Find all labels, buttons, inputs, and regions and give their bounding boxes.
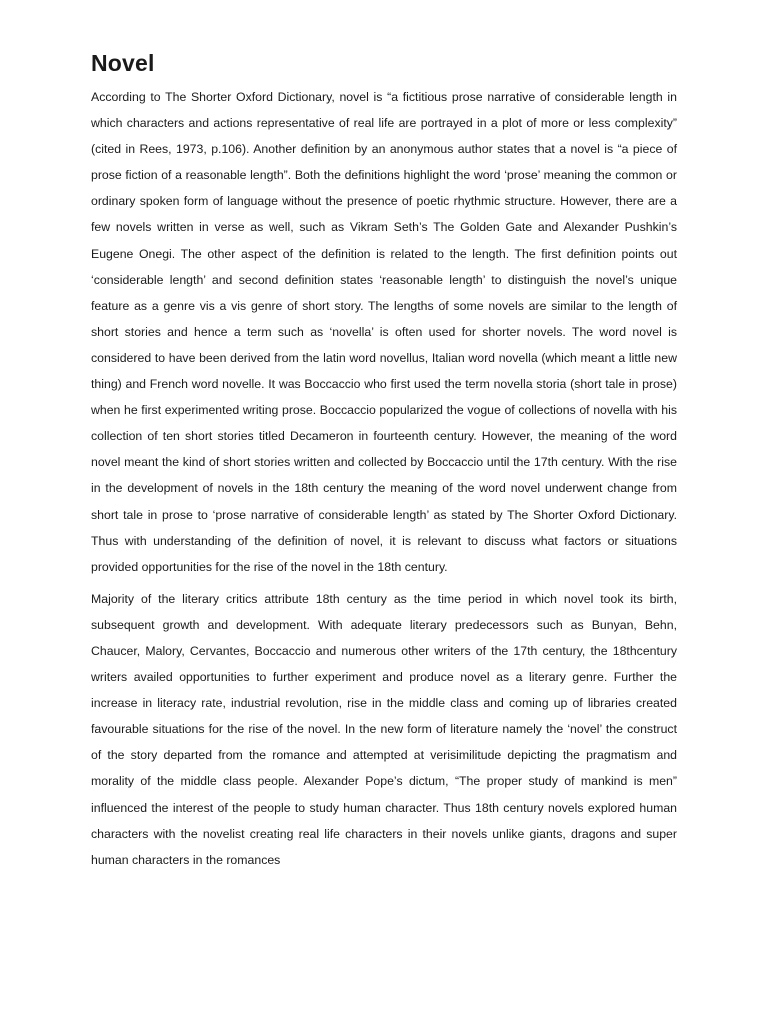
paragraph-definition: According to The Shorter Oxford Dictionary, novel is “a fictitious prose narrative of considerable length in which characters and actions representative of real life are portrayed in a plot of more or less complexity” (cited in Rees, 1973, p.106). Another definition by an anonymous author states that a novel is “a piece of prose fiction of a reasonable length”. Both the definitions highlight the word ‘prose’ meaning the common or ordinary spoken form of language without the presence of poetic rhythmic structure. However, there are a few novels written in verse as well, such as Vikram Seth’s The Golden Gate and Alexander Pushkin’s Eugene Onegi. The other aspect of the definition is related to the length. The first definition points out ‘considerable length’ and second definition states ‘reasonable length’ to distinguish the novel’s unique feature as a genre vis a vis genre of short story. The lengths of some novels are similar to the length of short stories and hence a term such as ‘novella’ is often used for shorter novels. The word novel is considered to have been derived from the latin word novellus, Italian word novella (which meant a little new thing) and French word novelle. It was Boccaccio who first used the term novella storia (short tale in prose) when he first experimented writing prose. Boccaccio popularized the vogue of collections of novella with his collection of ten short stories titled Decameron in fourteenth century. However, the meaning of the word novel meant the kind of short stories written and collected by Boccaccio until the 17th century. With the rise in the development of novels in the 18th century the meaning of the word novel underwent change from short tale in prose to ‘prose narrative of considerable length’ as stated by The Shorter Oxford Dictionary. Thus with understanding of the definition of novel, it is relevant to discuss what factors or situations provided opportunities for the rise of the novel in the 18th century. [91,90,677,574]
document-page [91,48,677,879]
paragraph-rise-of-novel: Majority of the literary critics attribute 18th century as the time period in which novel took its birth, subsequent growth and development. With adequate literary predecessors such as Bunyan, Behn, Chaucer, Malory, Cervantes, Boccaccio and numerous other writers of the 17th century, the 18thcentury writers availed opportunities to further experiment and produce novel as a literary genre. Further the increase in literacy rate, industrial revolution, rise in the middle class and coming up of libraries created favourable situations for the rise of the novel. In the new form of literature namely the ‘novel’ the construct of the story departed from the romance and attempted at verisimilitude depicting the pragmatism and morality of the middle class people. Alexander Pope’s dictum, “The proper study of mankind is men” influenced the interest of the people to study human character. Thus 18th century novels explored human characters with the novelist creating real life characters in their novels unlike giants, dragons and super human characters in the romances [91,591,677,867]
document-title: Novel [91,50,155,76]
